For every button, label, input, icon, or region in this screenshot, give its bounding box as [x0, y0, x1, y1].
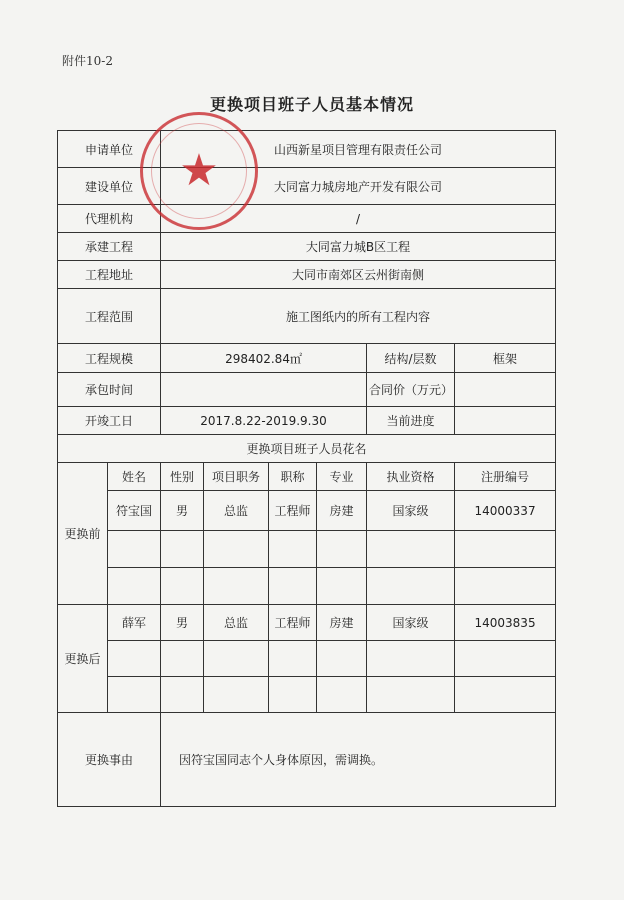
- header-gender: 性别: [161, 463, 204, 491]
- cell-gender: 男: [161, 491, 204, 531]
- scope-label: 工程范围: [58, 289, 161, 344]
- cell-gender: [161, 641, 204, 677]
- address-label: 工程地址: [58, 261, 161, 289]
- row-scope: [58, 289, 556, 344]
- cell-qualification: [367, 531, 455, 568]
- header-position: 项目职务: [204, 463, 269, 491]
- cell-major: [317, 677, 367, 713]
- contract-price-label: 合同价（万元）: [367, 373, 455, 407]
- agent-label: 代理机构: [58, 205, 161, 233]
- row-scale: [58, 344, 556, 373]
- row-address: [58, 261, 556, 289]
- cell-qualification: 国家级: [367, 491, 455, 531]
- attachment-label: 附件10-2: [62, 54, 113, 68]
- period-value: [161, 373, 367, 407]
- builder-value: 大同富力城房地产开发有限公司: [161, 168, 556, 205]
- applicant-label: 申请单位: [58, 131, 161, 168]
- cell-gender: [161, 677, 204, 713]
- cell-name: 薛军: [108, 605, 161, 641]
- cell-name: [108, 568, 161, 605]
- after-row: [58, 605, 556, 641]
- cell-gender: [161, 568, 204, 605]
- before-label: 更换前: [58, 463, 108, 605]
- roster-title-row: [58, 435, 556, 463]
- seal-star-icon: ★: [179, 145, 219, 196]
- before-row: [58, 531, 556, 568]
- cell-major: [317, 641, 367, 677]
- header-title: 职称: [269, 463, 317, 491]
- project-label: 承建工程: [58, 233, 161, 261]
- header-qualification: 执业资格: [367, 463, 455, 491]
- cell-position: [204, 568, 269, 605]
- roster-title: 更换项目班子人员花名: [58, 435, 556, 463]
- cell-qualification: [367, 677, 455, 713]
- after-label: 更换后: [58, 605, 108, 713]
- before-row: [58, 491, 556, 531]
- cell-position: [204, 677, 269, 713]
- cell-position: 总监: [204, 491, 269, 531]
- agent-value: /: [161, 205, 556, 233]
- cell-reg-number: [455, 531, 556, 568]
- cell-major: [317, 568, 367, 605]
- header-reg-number: 注册编号: [455, 463, 556, 491]
- row-project: [58, 233, 556, 261]
- cell-name: 符宝国: [108, 491, 161, 531]
- roster-header-row: [58, 463, 556, 491]
- cell-major: 房建: [317, 605, 367, 641]
- header-major: 专业: [317, 463, 367, 491]
- scale-value: 298402.84㎡: [161, 344, 367, 373]
- cell-name: [108, 677, 161, 713]
- project-value: 大同富力城B区工程: [161, 233, 556, 261]
- row-builder: [58, 168, 556, 205]
- address-value: 大同市南郊区云州街南侧: [161, 261, 556, 289]
- header-name: 姓名: [108, 463, 161, 491]
- reason-label: 更换事由: [58, 713, 161, 807]
- progress-label: 当前进度: [367, 407, 455, 435]
- cell-qualification: 国家级: [367, 605, 455, 641]
- applicant-value: 山西新星项目管理有限责任公司: [161, 131, 556, 168]
- cell-reg-number: [455, 641, 556, 677]
- cell-name: [108, 641, 161, 677]
- info-form-table: [57, 130, 556, 807]
- period-label: 承包时间: [58, 373, 161, 407]
- cell-gender: [161, 531, 204, 568]
- page-title: 更换项目班子人员基本情况: [209, 95, 414, 114]
- cell-major: 房建: [317, 491, 367, 531]
- row-reason: [58, 713, 556, 807]
- cell-title: [269, 531, 317, 568]
- cell-reg-number: 14000337: [455, 491, 556, 531]
- scope-value: 施工图纸内的所有工程内容: [161, 289, 556, 344]
- cell-major: [317, 531, 367, 568]
- reason-value: 因符宝国同志个人身体原因，需调换。: [161, 713, 556, 807]
- builder-label: 建设单位: [58, 168, 161, 205]
- cell-position: [204, 641, 269, 677]
- cell-position: [204, 531, 269, 568]
- contract-price-value: [455, 373, 556, 407]
- scale-label: 工程规模: [58, 344, 161, 373]
- progress-value: [455, 407, 556, 435]
- structure-value: 框架: [455, 344, 556, 373]
- cell-gender: 男: [161, 605, 204, 641]
- row-applicant: [58, 131, 556, 168]
- cell-position: 总监: [204, 605, 269, 641]
- structure-label: 结构/层数: [367, 344, 455, 373]
- cell-title: 工程师: [269, 491, 317, 531]
- after-row: [58, 641, 556, 677]
- row-period: [58, 373, 556, 407]
- cell-name: [108, 531, 161, 568]
- cell-title: [269, 568, 317, 605]
- row-agent: [58, 205, 556, 233]
- before-row: [58, 568, 556, 605]
- cell-reg-number: [455, 568, 556, 605]
- cell-reg-number: [455, 677, 556, 713]
- dates-label: 开竣工日: [58, 407, 161, 435]
- cell-title: [269, 641, 317, 677]
- dates-value: 2017.8.22-2019.9.30: [161, 407, 367, 435]
- cell-qualification: [367, 641, 455, 677]
- row-dates: [58, 407, 556, 435]
- cell-reg-number: 14003835: [455, 605, 556, 641]
- cell-title: 工程师: [269, 605, 317, 641]
- cell-qualification: [367, 568, 455, 605]
- company-seal-stamp: [140, 112, 258, 230]
- cell-title: [269, 677, 317, 713]
- after-row: [58, 677, 556, 713]
